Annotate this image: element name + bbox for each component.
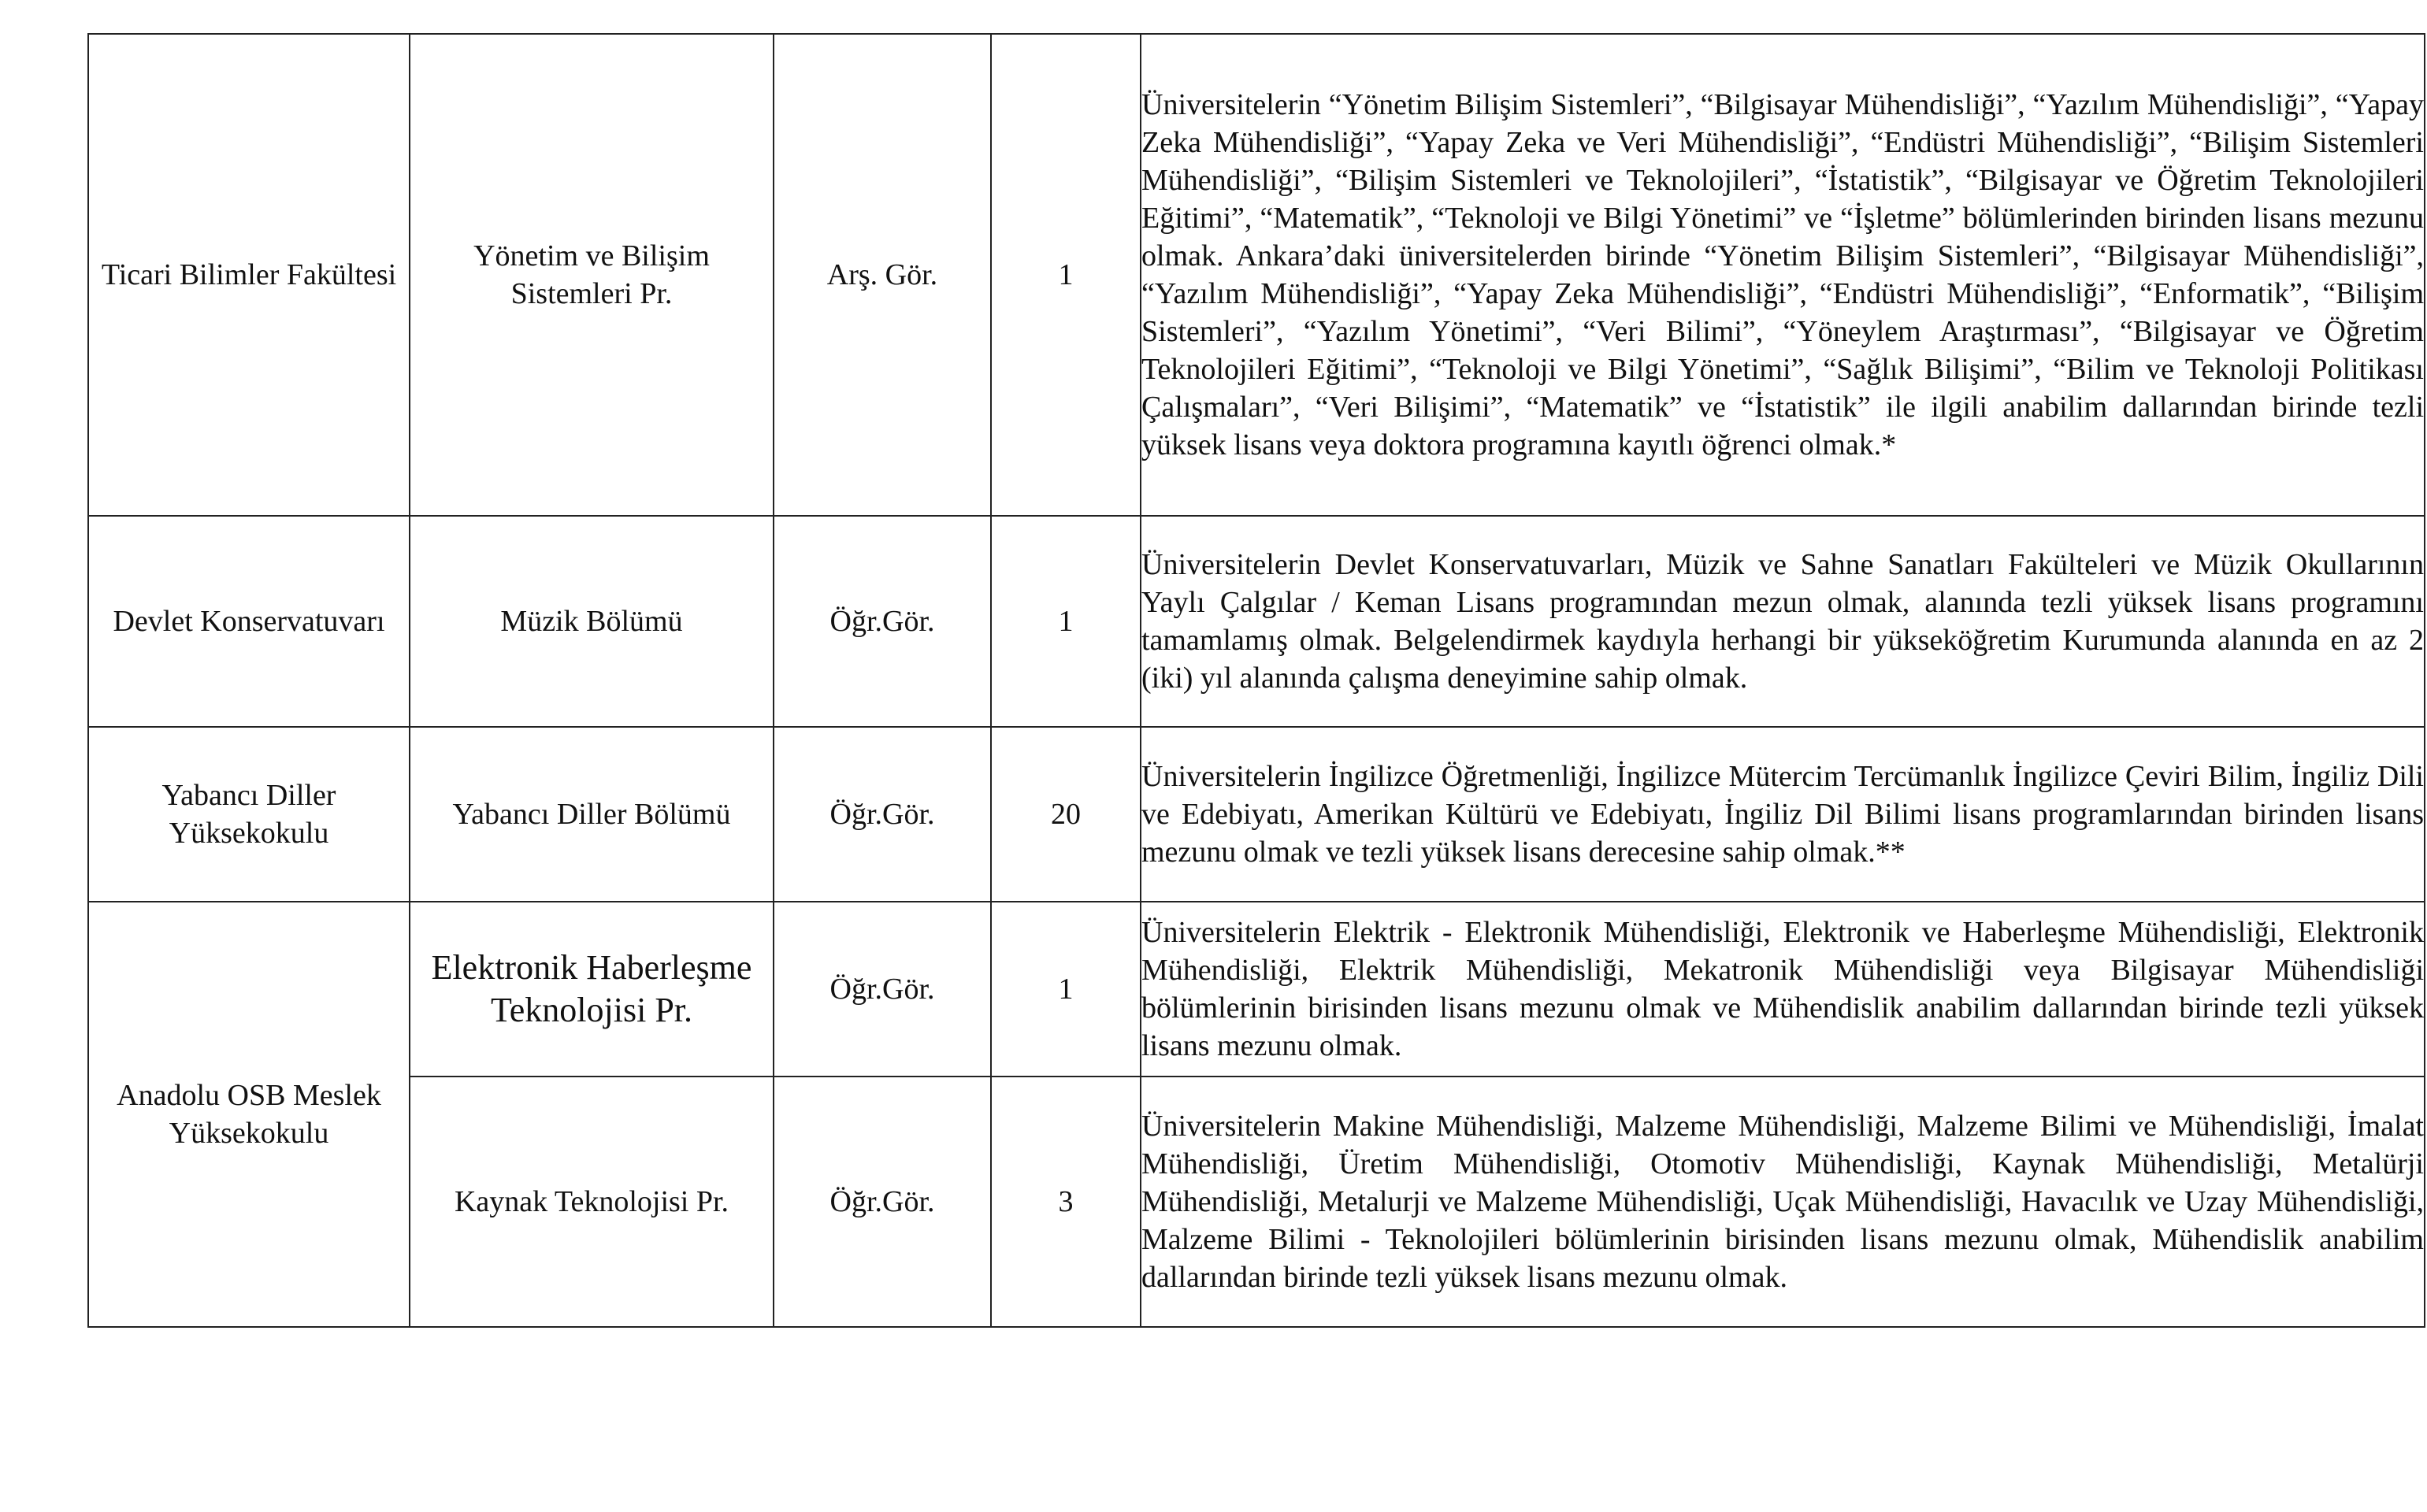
- count-cell: 1: [991, 902, 1141, 1077]
- department-cell: Yabancı Diller Bölümü: [410, 727, 774, 902]
- count-cell: 20: [991, 727, 1141, 902]
- table-row: [88, 34, 2425, 516]
- count-cell: 1: [991, 516, 1141, 727]
- requirements-cell: Üniversitelerin Elektrik - Elektronik Mühendisliği, Elektronik ve Haberleşme Mühendisliği, Elektronik Mühendisliği, Elektrik Mühendisliği, Mekatronik Mühendisliği veya Bilgisayar Mühendisliği bölümlerinin birisinden lisans mezunu olmak ve Mühendislik anabilim dallarından birinde tezli yüksek lisans mezunu olmak.: [1141, 902, 2425, 1077]
- department-cell: Yönetim ve Bilişim Sistemleri Pr.: [410, 34, 774, 516]
- title-cell: Öğr.Gör.: [774, 1077, 991, 1327]
- requirements-cell: Üniversitelerin Makine Mühendisliği, Malzeme Mühendisliği, Malzeme Bilimi ve Mühendisliği, İmalat Mühendisliği, Üretim Mühendisliği, Otomotiv Mühendisliği, Kaynak Mühendisliği, Metalürji Mühendisliği, Metalurji ve Malzeme Mühendisliği, Uçak Mühendisliği, Havacılık ve Uzay Mühendisliği, Malzeme Bilimi - Teknolojileri bölümlerinin birisinden lisans mezunu olmak, Mühendislik anabilim dallarından birinde tezli yüksek lisans mezunu olmak.: [1141, 1077, 2425, 1327]
- requirements-cell: Üniversitelerin İngilizce Öğretmenliği, İngilizce Mütercim Tercümanlık İngilizce Çeviri Bilim, İngiliz Dili ve Edebiyatı, Amerikan Kültürü ve Edebiyatı, İngiliz Dil Bilimi lisans programlarından birinden lisans mezunu olmak ve tezli yüksek lisans derecesine sahip olmak.**: [1141, 727, 2425, 902]
- department-cell: Elektronik Haberleşme Teknolojisi Pr.: [410, 902, 774, 1077]
- table-row: [88, 516, 2425, 727]
- unit-cell: Yabancı Diller Yüksekokulu: [88, 727, 410, 902]
- title-cell: Öğr.Gör.: [774, 516, 991, 727]
- staff-position-table: [87, 33, 2425, 1328]
- table-row: [88, 727, 2425, 902]
- table-row: [88, 902, 2425, 1077]
- table-row: [88, 1077, 2425, 1327]
- department-cell: Kaynak Teknolojisi Pr.: [410, 1077, 774, 1327]
- department-cell: Müzik Bölümü: [410, 516, 774, 727]
- requirements-cell: Üniversitelerin Devlet Konservatuvarları, Müzik ve Sahne Sanatları Fakülteleri ve Müzik Okullarının Yaylı Çalgılar / Keman Lisans programından mezun olmak, alanında tezli yüksek lisans programını tamamlamış olmak. Belgelendirmek kaydıyla herhangi bir yükseköğretim Kurumunda alanında en az 2 (iki) yıl alanında çalışma deneyimine sahip olmak.: [1141, 516, 2425, 727]
- requirements-cell: Üniversitelerin “Yönetim Bilişim Sistemleri”, “Bilgisayar Mühendisliği”, “Yazılım Mühendisliği”, “Yapay Zeka Mühendisliği”, “Yapay Zeka ve Veri Mühendisliği”, “Endüstri Mühendisliği”, “Bilişim Sistemleri Mühendisliği”, “Bilişim Sistemleri ve Teknolojileri”, “İstatistik”, “Bilgisayar ve Öğretim Teknolojileri Eğitimi”, “Matematik”, “Teknoloji ve Bilgi Yönetimi” ve “İşletme” bölümlerinden birinden lisans mezunu olmak. Ankara’daki üniversitelerden birinde “Yönetim Bilişim Sistemleri”, “Bilgisayar Mühendisliği”, “Yazılım Mühendisliği”, “Yapay Zeka Mühendisliği”, “Endüstri Mühendisliği”, “Enformatik”, “Bilişim Sistemleri”, “Yazılım Yönetimi”, “Veri Bilimi”, “Yöneylem Araştırması”, “Bilgisayar ve Öğretim Teknolojileri Eğitimi”, “Teknoloji ve Bilgi Yönetimi”, “Sağlık Bilişimi”, “Bilim ve Teknoloji Politikası Çalışmaları”, “Veri Bilişimi”, “Matematik” ve “İstatistik” ile ilgili anabilim dallarından birinde tezli yüksek lisans veya doktora programına kayıtlı öğrenci olmak.*: [1141, 34, 2425, 516]
- title-cell: Arş. Gör.: [774, 34, 991, 516]
- unit-cell: Anadolu OSB Meslek Yüksekokulu: [88, 902, 410, 1327]
- unit-cell: Ticari Bilimler Fakültesi: [88, 34, 410, 516]
- count-cell: 1: [991, 34, 1141, 516]
- title-cell: Öğr.Gör.: [774, 727, 991, 902]
- unit-cell: Devlet Konservatuvarı: [88, 516, 410, 727]
- title-cell: Öğr.Gör.: [774, 902, 991, 1077]
- count-cell: 3: [991, 1077, 1141, 1327]
